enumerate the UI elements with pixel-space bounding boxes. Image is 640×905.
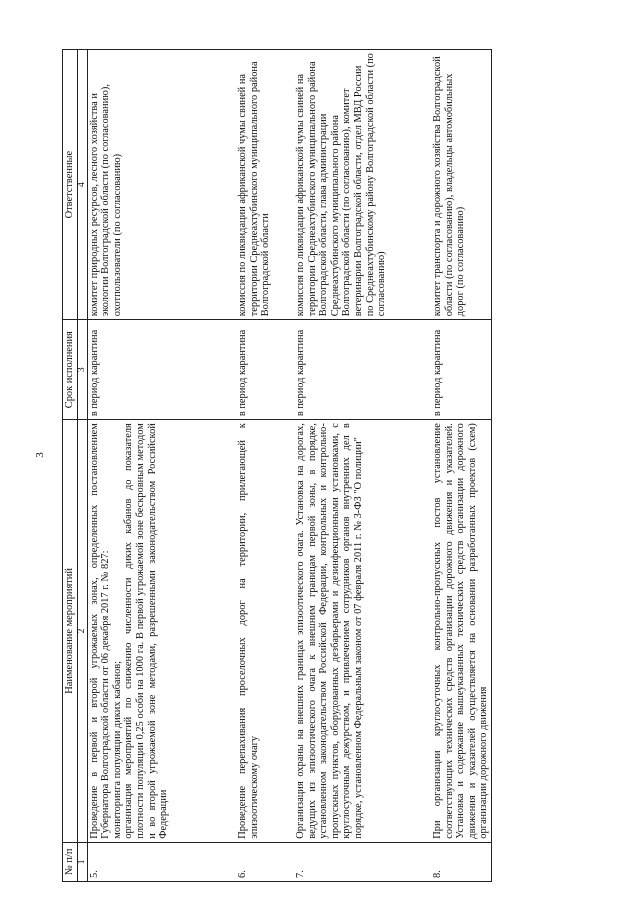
row-term: в период карантина: [87, 320, 236, 420]
column-number: 4: [77, 50, 87, 320]
table-row: [294, 50, 431, 882]
column-numbers-row: [77, 50, 87, 882]
row-term: в период карантина: [431, 320, 491, 420]
header-term: Срок исполнения: [63, 320, 78, 420]
row-responsible: комитет транспорта и дорожного хозяйства Волгоградской области (по согласованию), владельцы автомобильных дорог (по согласованию): [431, 50, 491, 320]
measures-table: [62, 49, 492, 882]
header-action: Наименование мероприятий: [63, 420, 78, 843]
table-row: [431, 50, 491, 882]
table-row: [236, 50, 294, 882]
row-term: в период карантина: [236, 320, 294, 420]
action-paragraph: При организации круглосуточных контрольно-пропускных постов установление соответствующих технических средств организации дорожного движения и указателей. Установка и содержание вышеуказанных технических средств организации дорожного движения и указателей осуществляется на основании разработанных проектов (схем) организации дорожного движения: [432, 423, 490, 839]
page-number: 3: [34, 452, 46, 458]
column-number: 3: [77, 320, 87, 420]
header-responsible: Ответственные: [63, 50, 78, 320]
row-responsible: комиссия по ликвидации африканской чумы свиней на территории Среднеахтубинского муниципального района Волгоградской области: [236, 50, 294, 320]
action-paragraph: мониторинга популяции диких кабанов;: [111, 660, 123, 839]
row-action: [236, 420, 294, 843]
row-term: в период карантина: [294, 320, 431, 420]
row-responsible: комитет природных ресурсов, лесного хозяйства и экологии Волгоградской области (по согласованию), охотпользователи (по согласованию): [87, 50, 236, 320]
header-num: № п/п: [63, 842, 78, 881]
row-number: 7.: [294, 842, 431, 881]
row-action: [87, 420, 236, 843]
row-action: [431, 420, 491, 843]
action-paragraph: Проведение перепахивания проселочных дорог на территории, прилегающей к эпизоотическому очагу: [237, 423, 260, 839]
row-number: 6.: [236, 842, 294, 881]
rotated-table-container: [62, 49, 570, 882]
column-number: 1: [77, 842, 87, 881]
action-paragraph: Проведение в первой и второй угрожаемых зонах, определенных постановлением Губернатора Волгоградской области от 06 декабря 2017 г. № 827:: [88, 423, 112, 839]
column-number: 2: [77, 420, 87, 843]
row-number: 5.: [87, 842, 236, 881]
header-row: [63, 50, 78, 882]
row-action: [294, 420, 431, 843]
action-paragraph: организация мероприятий по снижению численности диких кабанов до показателя плотности популяции 0,25 особи на 1000 га. В первой угрожаемой зоне бескровным методом и во второй угрожаемой зоне методами, разрешенными законодательством Российской Федерации: [123, 423, 170, 839]
row-responsible: комиссия по ликвидации африканской чумы свиней на территории Среднеахтубинского муниципального района Волгоградской области, глава администрации Среднеахтубинского муниципального района Волгоградской области (по согласованию), комитет ветеринарии Волгоградской области, отдел МВД России по Среднеахтубинскому району Волгоградской области (по согласованию): [294, 50, 431, 320]
table-row: [87, 50, 236, 882]
action-paragraph: Организация охраны на внешних границах эпизоотического очага. Установка на дорогах, ведущих из эпизоотического очага к внешним границам первой зоны, в порядке, установленном законодательством Российской Федерации, контрольных и контрольно-пропускных пунктов, оборудованных дезбарьерами и дезинфекционными установками, с круглосуточным дежурством, и привлечением сотрудников органов внутренних дел в порядке, установленном Федеральным законом от 07 февраля 2011 г. № 3-ФЗ "О полиции": [295, 423, 365, 839]
row-number: 8.: [431, 842, 491, 881]
